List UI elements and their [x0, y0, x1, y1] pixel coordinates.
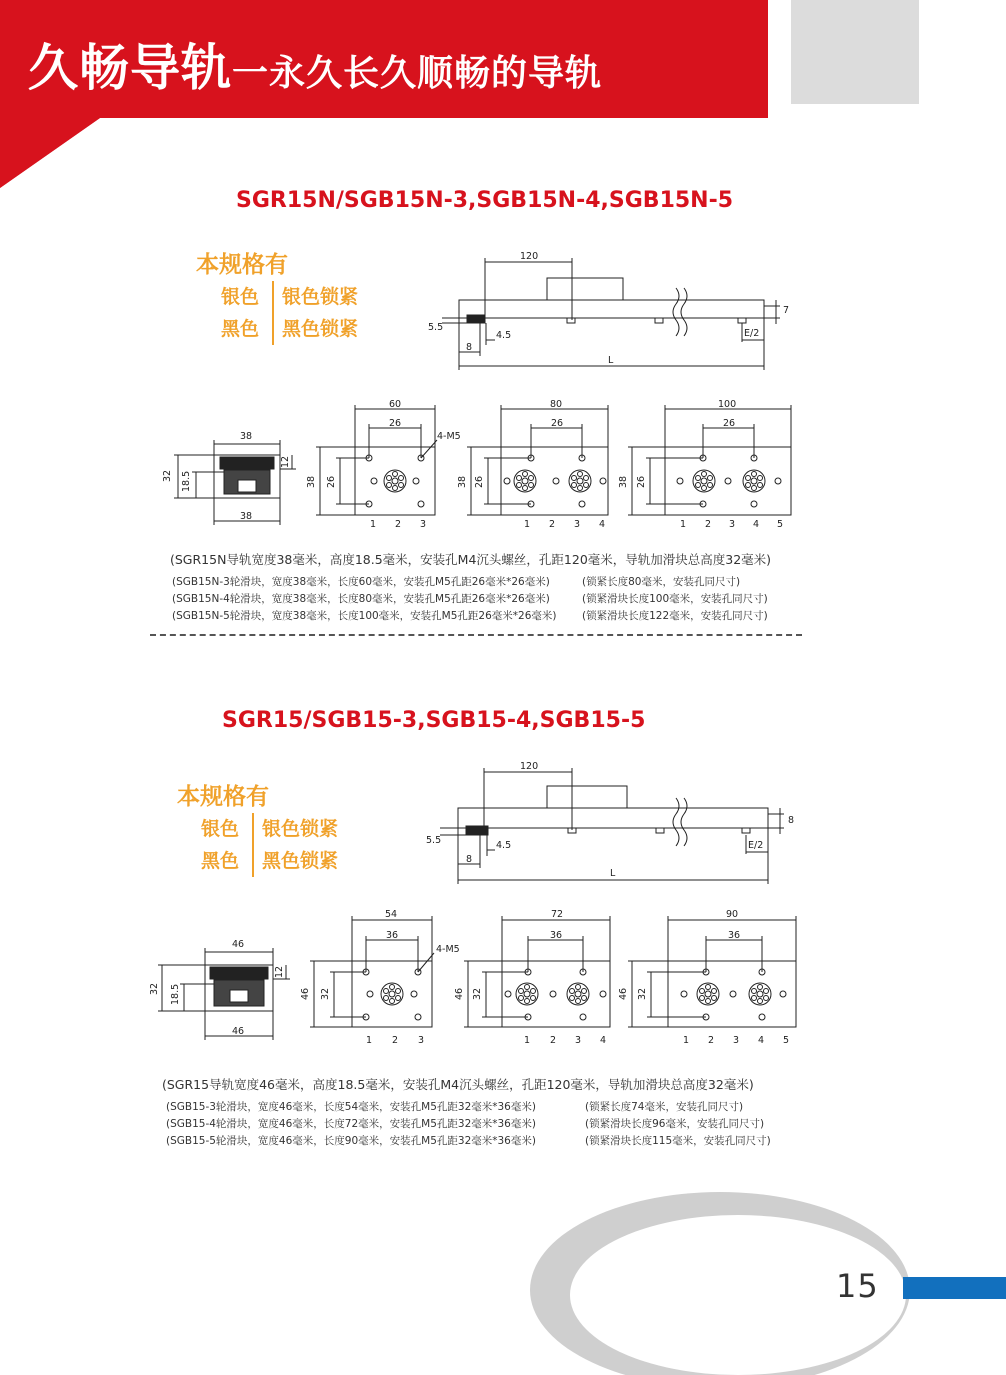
wheel-number: 3	[418, 1035, 425, 1046]
section1-note-right: (锁紧滑块长度122毫米，安装孔同尺寸)	[582, 610, 768, 622]
dim-d45: 4.5	[496, 840, 512, 851]
profile-total: 32	[149, 982, 160, 995]
section2-note-main: (SGR15导轨宽度46毫米，高度18.5毫米，安装孔M4沉头螺丝，孔距120毫米，导轨加滑块总高度32毫米)	[162, 1077, 754, 1092]
dim-lift: 5.5	[428, 322, 444, 333]
brand-name: 久畅导轨	[28, 39, 232, 97]
section1-note-left: (SGB15N-5轮滑块，宽度38毫米，长度100毫米，安装孔M5孔距26毫米*26毫米)	[172, 610, 557, 622]
section2-note-left: (SGB15-4轮滑块，宽度46毫米，长度72毫米，安装孔M5孔距32毫米*36毫米)	[166, 1118, 536, 1130]
wheel-number: 5	[783, 1035, 790, 1046]
wheel-number: 3	[420, 519, 427, 530]
block-length: 72	[551, 909, 564, 920]
block-width: 46	[300, 987, 311, 1000]
spec-lock: 银色锁紧	[282, 286, 359, 308]
profile-total: 32	[162, 469, 173, 482]
block-spacing: 36	[550, 930, 563, 941]
profile-mid: 18.5	[170, 983, 181, 1005]
dim-pitch: 120	[520, 251, 539, 262]
block-length: 100	[718, 399, 737, 410]
profile-width: 46	[232, 939, 245, 950]
page-number: 15	[836, 1267, 879, 1305]
profile-top: 12	[274, 965, 285, 978]
profile-base: 46	[232, 1026, 245, 1037]
wheel-number: 1	[366, 1035, 373, 1046]
page-accent-bar	[903, 1277, 1006, 1299]
wheel-number: 2	[705, 519, 712, 530]
dim-side-height: 7	[783, 305, 790, 316]
block-spacing: 36	[386, 930, 399, 941]
block-length: 90	[726, 909, 739, 920]
wheel-number: 2	[550, 1035, 557, 1046]
section1-title: SGR15N/SGB15N-3,SGB15N-4,SGB15N-5	[236, 188, 734, 213]
dim-d8: 8	[466, 854, 473, 865]
block-length: 60	[389, 399, 402, 410]
spec-lock: 黑色锁紧	[282, 318, 359, 340]
dim-half: E/2	[744, 328, 760, 339]
block-inner: 26	[326, 475, 337, 488]
wheel-number: 2	[392, 1035, 399, 1046]
block-width: 38	[618, 475, 629, 488]
wheel-number: 2	[549, 519, 556, 530]
section2-note-right: (锁紧长度74毫米，安装孔同尺寸)	[585, 1101, 744, 1113]
block-width: 38	[306, 475, 317, 488]
spec-color: 银色	[201, 813, 254, 845]
wheel-number: 4	[600, 1035, 607, 1046]
section1-note-left: (SGB15N-3轮滑块，宽度38毫米，长度60毫米，安装孔M5孔距26毫米*26毫米)	[172, 576, 550, 588]
wheel-number: 5	[777, 519, 784, 530]
block-spacing: 36	[728, 930, 741, 941]
section2-note-right: (锁紧滑块长度115毫米，安装孔同尺寸)	[585, 1135, 771, 1147]
wheel-number: 3	[574, 519, 581, 530]
dim-d45: 4.5	[496, 330, 512, 341]
section2-note-left: (SGB15-3轮滑块，宽度46毫米，长度54毫米，安装孔M5孔距32毫米*36毫米)	[166, 1101, 536, 1113]
wheel-number: 2	[395, 519, 402, 530]
wheel-number: 1	[680, 519, 687, 530]
block-length: 80	[550, 399, 563, 410]
wheel-number: 4	[758, 1035, 765, 1046]
block-width: 46	[618, 987, 629, 1000]
dim-pitch: 120	[520, 761, 539, 772]
block-width: 46	[454, 987, 465, 1000]
section1-spec-heading: 本规格有	[196, 252, 288, 278]
brand-slogan: 一永久长久顺畅的导轨	[232, 53, 603, 94]
profile-mid: 18.5	[181, 470, 192, 492]
block-inner: 32	[320, 987, 331, 1000]
profile-base: 38	[240, 511, 253, 522]
section2-note-left: (SGB15-5轮滑块，宽度46毫米，长度90毫米，安装孔M5孔距32毫米*36毫米)	[166, 1135, 536, 1147]
section1-note-right: (锁紧滑块长度100毫米，安装孔同尺寸)	[582, 593, 768, 605]
block-inner: 26	[474, 475, 485, 488]
dim-d8: 8	[466, 342, 473, 353]
spec-lock: 黑色锁紧	[262, 850, 339, 872]
hole-label: 4-M5	[437, 431, 461, 442]
section2-spec-heading: 本规格有	[177, 784, 269, 810]
profile-top: 12	[280, 455, 291, 468]
wheel-number: 4	[599, 519, 606, 530]
dim-half: E/2	[748, 840, 764, 851]
block-inner: 26	[636, 475, 647, 488]
block-spacing: 26	[723, 418, 736, 429]
profile-width: 38	[240, 431, 253, 442]
section2-note-right: (锁紧滑块长度96毫米，安装孔同尺寸)	[585, 1118, 765, 1130]
block-spacing: 26	[389, 418, 402, 429]
hole-label: 4-M5	[436, 944, 460, 955]
wheel-number: 1	[524, 519, 531, 530]
block-inner: 32	[472, 987, 483, 1000]
wheel-number: 1	[370, 519, 377, 530]
block-spacing: 26	[551, 418, 564, 429]
dim-side-height: 8	[788, 815, 795, 826]
wheel-number: 3	[733, 1035, 740, 1046]
section1-note-right: (锁紧长度80毫米，安装孔同尺寸)	[582, 576, 741, 588]
wheel-number: 1	[524, 1035, 531, 1046]
spec-color: 银色	[221, 281, 274, 313]
dim-lift: 5.5	[426, 835, 442, 846]
spec-lock: 银色锁紧	[262, 818, 339, 840]
block-width: 38	[457, 475, 468, 488]
wheel-number: 2	[708, 1035, 715, 1046]
dim-length: L	[610, 868, 616, 879]
wheel-number: 3	[575, 1035, 582, 1046]
section1-note-left: (SGB15N-4轮滑块，宽度38毫米，长度80毫米，安装孔M5孔距26毫米*26毫米)	[172, 593, 550, 605]
block-inner: 32	[637, 987, 648, 1000]
section1-note-main: (SGR15N导轨宽度38毫米，高度18.5毫米，安装孔M4沉头螺丝，孔距120毫米，导轨加滑块总高度32毫米)	[170, 552, 772, 567]
spec-color: 黑色	[221, 313, 274, 345]
block-length: 54	[385, 909, 398, 920]
spec-color: 黑色	[201, 845, 254, 877]
section2-title: SGR15/SGB15-3,SGB15-4,SGB15-5	[222, 708, 646, 733]
wheel-number: 3	[729, 519, 736, 530]
wheel-number: 1	[683, 1035, 690, 1046]
wheel-number: 4	[753, 519, 760, 530]
dim-length: L	[608, 355, 614, 366]
